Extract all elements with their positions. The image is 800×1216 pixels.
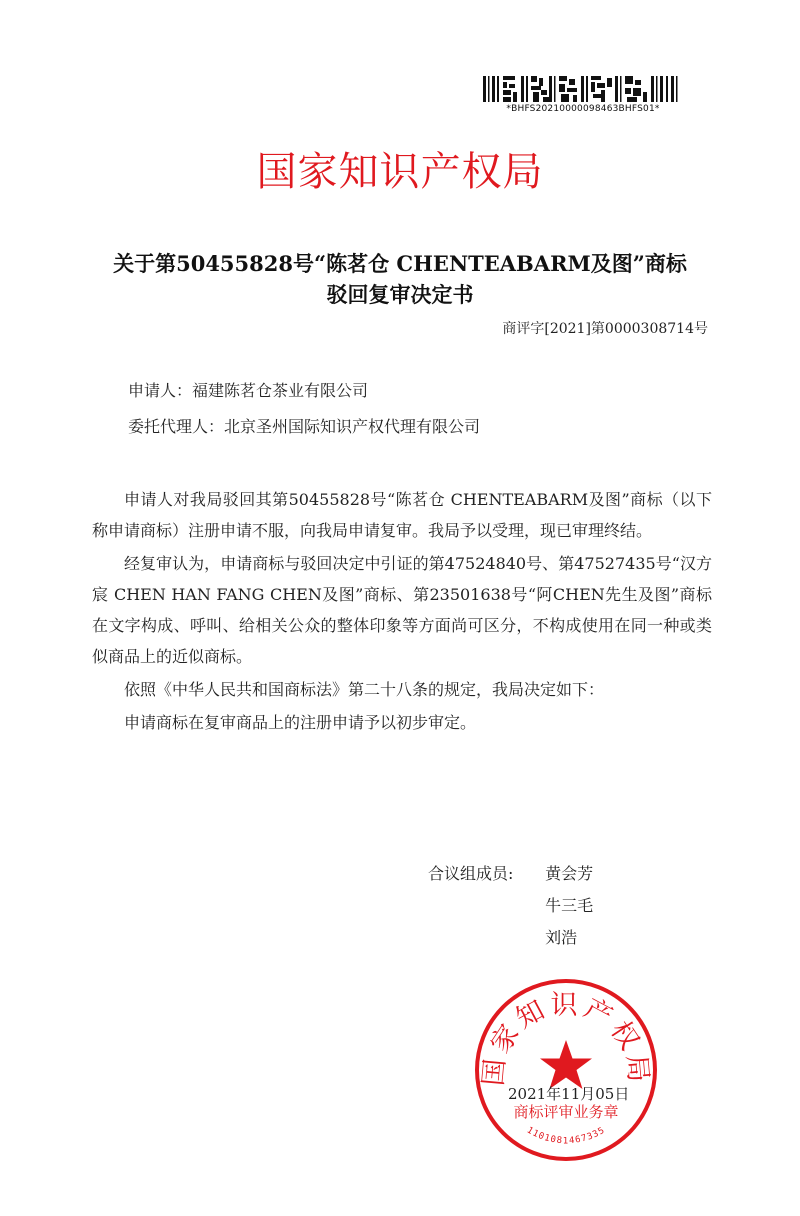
seal-top-text: 国家知识产权局 xyxy=(477,989,655,1088)
agency-header: 国家知识产权局 xyxy=(256,149,544,195)
decision-body xyxy=(92,484,712,740)
paragraph-review: 经复审认为，申请商标与驳回决定中引证的第47524840号、第47527435号“汉方宸 CHEN HAN FANG CHEN及图”商标、第23501638号“阿CHEN先生及图”商标在文字构成、呼叫、给相关公众的整体印象等方面尚可区分，不构成使用在同一种或类似商品上的近似商标。 xyxy=(92,554,712,666)
barcode-icon xyxy=(483,76,679,102)
official-seal-icon xyxy=(471,975,661,1165)
paragraph-legal-basis: 依照《中华人民共和国商标法》第二十八条的规定，我局决定如下： xyxy=(124,680,605,699)
barcode-number: *BHFS20210000098463BHFS01* xyxy=(506,104,660,114)
title-line-2: 驳回复审决定书 xyxy=(326,282,474,307)
applicant-line: 申请人：福建陈茗仓茶业有限公司 xyxy=(128,381,369,400)
panel-member: 牛三毛 xyxy=(545,896,594,915)
agent-line: 委托代理人：北京圣州国际知识产权代理有限公司 xyxy=(128,417,481,436)
panel-label: 合议组成员: xyxy=(428,864,514,883)
title-line-1: 关于第50455828号“陈茗仓 CHENTEABARM及图”商标 xyxy=(113,251,687,276)
document-title xyxy=(0,248,800,310)
paragraph-request: 申请人对我局驳回其第50455828号“陈茗仓 CHENTEABARM及图”商标（以下称申请商标）注册申请不服，向我局申请复审。我局予以受理，现已审理终结。 xyxy=(92,490,712,540)
panel-member: 黄会芳 xyxy=(545,864,594,883)
paragraph-decision: 申请商标在复审商品上的注册申请予以初步审定。 xyxy=(124,713,477,732)
seal-number: 1101081467335 xyxy=(524,1125,608,1147)
review-panel xyxy=(428,858,593,954)
decision-date: 2021年11月05日 xyxy=(508,1085,630,1103)
panel-member: 刘浩 xyxy=(545,928,578,947)
seal-bottom-text: 商标评审业务章 xyxy=(513,1103,619,1121)
document-number: 商评字[2021]第0000308714号 xyxy=(502,321,708,337)
svg-text:1101081467335 xyxy=(525,1125,607,1146)
